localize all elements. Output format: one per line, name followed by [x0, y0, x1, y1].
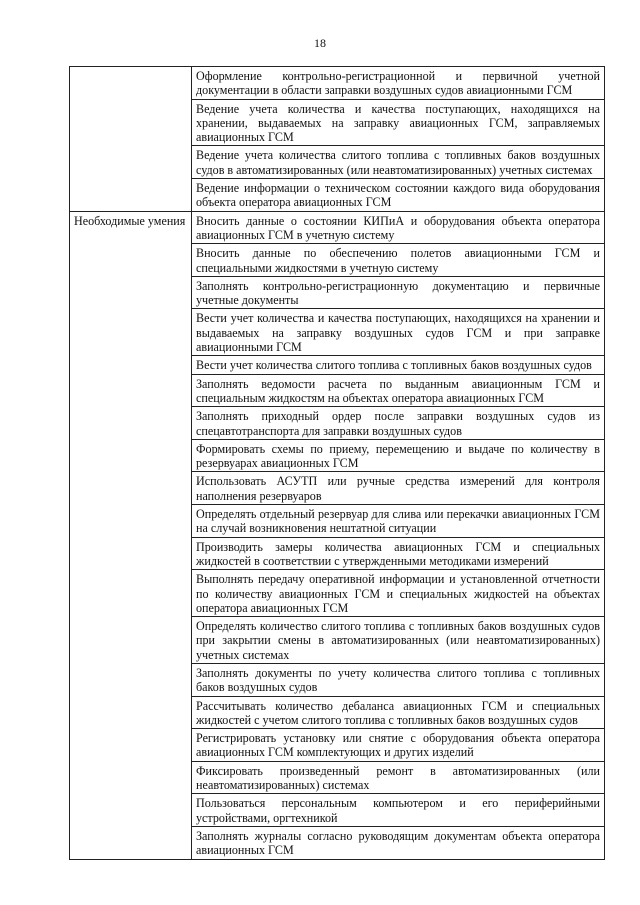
continued-duty-cell: Ведение учета количества слитого топлива с топливных баков воздушных судов в автоматизированных (или неавтоматизированных) учетных системах — [192, 146, 605, 179]
skill-cell: Определять количество слитого топлива с топливных баков воздушных судов при закрытии смены в автоматизированных (или неавтоматизированных) учетных системах — [192, 617, 605, 664]
skill-cell: Выполнять передачу оперативной информации и установленной отчетности по количеству авиационных ГСМ и специальных жидкостей на объектах оператора авиационных ГСМ — [192, 570, 605, 617]
skills-label-cell — [70, 211, 192, 859]
skill-cell: Использовать АСУТП или ручные средства измерений для контроля наполнения резервуаров — [192, 472, 605, 505]
skills-label: Необходимые умения — [74, 213, 186, 228]
skill-cell: Вести учет количества слитого топлива с топливных баков воздушных судов — [192, 356, 605, 374]
continued-duty-cell: Ведение учета количества и качества поступающих, находящихся на хранении, выдаваемых на заправку авиационных ГСМ, заправляемых авиационных ГСМ — [192, 99, 605, 146]
skill-cell: Заполнять журналы согласно руководящим документам объекта оператора авиационных ГСМ — [192, 826, 605, 859]
page-number: 18 — [314, 36, 326, 50]
skill-cell: Вносить данные по обеспечению полетов авиационными ГСМ и специальными жидкостями в учетную систему — [192, 244, 605, 277]
skill-cell: Формировать схемы по приему, перемещению и выдаче по количеству в резервуарах авиационных ГСМ — [192, 439, 605, 472]
table-row — [70, 211, 605, 244]
skill-cell: Регистрировать установку или снятие с оборудования объекта оператора авиационных ГСМ комплектующих и других изделий — [192, 729, 605, 762]
skill-cell: Заполнять контрольно-регистрационную документацию и первичные учетные документы — [192, 276, 605, 309]
continued-duty-cell: Ведение информации о техническом состоянии каждого вида оборудования объекта оператора авиационных ГСМ — [192, 179, 605, 212]
label-cell-empty — [70, 67, 192, 212]
skill-cell: Производить замеры количества авиационных ГСМ и специальных жидкостей в соответствии с утвержденными методиками измерений — [192, 537, 605, 570]
skill-cell: Вносить данные о состоянии КИПиА и оборудования объекта оператора авиационных ГСМ в учетную систему — [192, 211, 605, 244]
skill-cell: Определять отдельный резервуар для слива или перекачки авиационных ГСМ на случай возникновения нештатной ситуации — [192, 505, 605, 538]
skill-cell: Заполнять ведомости расчета по выданным авиационным ГСМ и специальным жидкостям на объектах оператора авиационных ГСМ — [192, 374, 605, 407]
skill-cell: Заполнять документы по учету количества слитого топлива с топливных баков воздушных судов — [192, 663, 605, 696]
requirements-table — [69, 66, 605, 860]
table-row — [70, 67, 605, 100]
skill-cell: Фиксировать произведенный ремонт в автоматизированных (или неавтоматизированных) системах — [192, 761, 605, 794]
skill-cell: Заполнять приходный ордер после заправки воздушных судов из спецавтотранспорта для заправки воздушных судов — [192, 407, 605, 440]
skill-cell: Вести учет количества и качества поступающих, находящихся на хранении и выдаваемых на заправку воздушных судов ГСМ и при заправке авиационными ГСМ — [192, 309, 605, 356]
skill-cell: Рассчитывать количество дебаланса авиационных ГСМ и специальных жидкостей с учетом слитого топлива с топливных баков воздушных судов — [192, 696, 605, 729]
skill-cell: Пользоваться персональным компьютером и его периферийными устройствами, оргтехникой — [192, 794, 605, 827]
continued-duty-cell: Оформление контрольно-регистрационной и первичной учетной документации в области заправки воздушных судов авиационными ГСМ — [192, 67, 605, 100]
